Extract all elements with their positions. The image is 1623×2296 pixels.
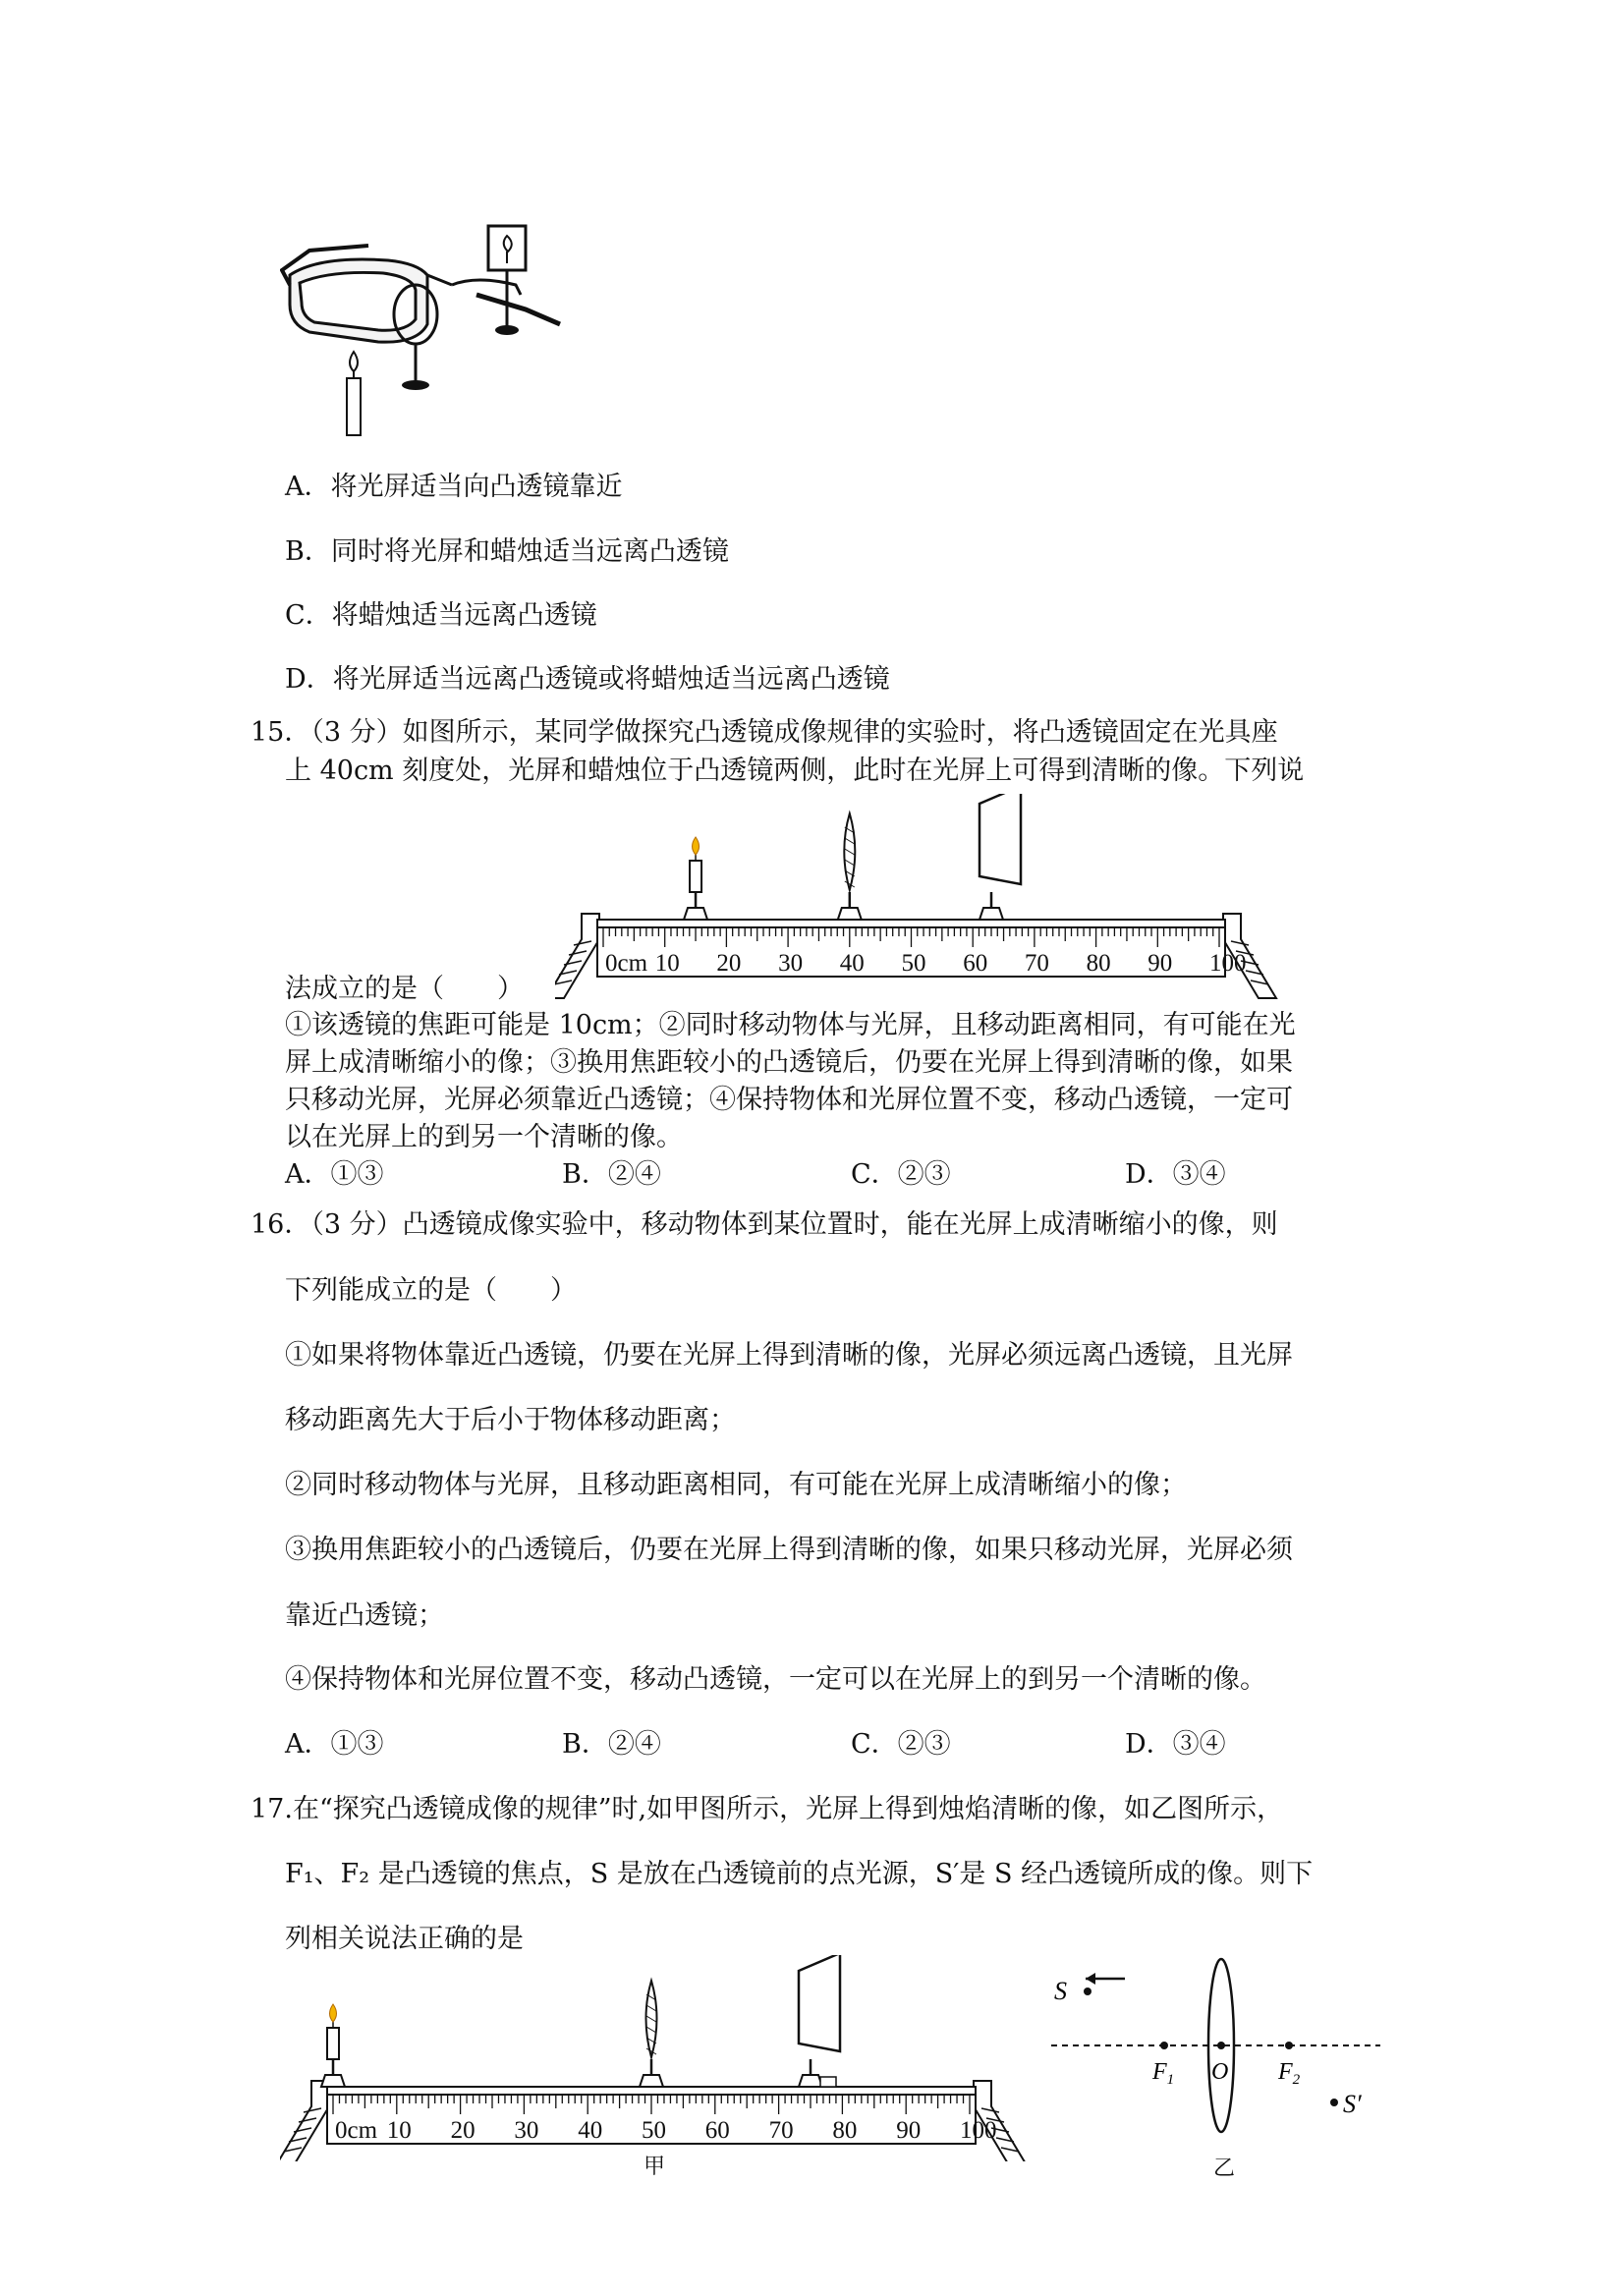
q16-stem-line1: 16．（3 分）凸透镜成像实验中，移动物体到某位置时，能在光屏上成清晰缩小的像，则 bbox=[251, 1209, 1278, 1240]
q15-statement-2: 屏上成清晰缩小的像；③换用焦距较小的凸透镜后，仍要在光屏上得到清晰的像，如果 bbox=[285, 1047, 1293, 1078]
q15-option-c: C．②③ bbox=[851, 1159, 951, 1190]
scale-label: 80 bbox=[832, 2117, 858, 2144]
q16-statement-1b: 移动距离先大于后小于物体移动距离； bbox=[285, 1405, 736, 1435]
q16-option-c: C．②③ bbox=[851, 1729, 951, 1760]
scale-label: 20 bbox=[716, 950, 742, 977]
candle-flame bbox=[330, 2004, 337, 2022]
scale-label: 70 bbox=[768, 2117, 794, 2144]
q16-statement-3b: 靠近凸透镜； bbox=[285, 1600, 444, 1631]
q14-option-b: B．同时将光屏和蜡烛适当远离凸透镜 bbox=[285, 536, 729, 567]
q15-statement-3: 只移动光屏，光屏必须靠近凸透镜；④保持物体和光屏位置不变，移动凸透镜，一定可 bbox=[285, 1085, 1293, 1115]
scale-label: 30 bbox=[778, 950, 804, 977]
optical-bench bbox=[555, 794, 1276, 998]
q17-figure-yi-caption: 乙 bbox=[1213, 2156, 1236, 2181]
screen-holder bbox=[799, 2075, 822, 2087]
q15-option-b: B．②④ bbox=[562, 1159, 661, 1190]
point-s-label: S bbox=[1054, 1977, 1067, 2005]
bench-rail bbox=[597, 920, 1225, 927]
q17-figure-yi bbox=[1046, 1955, 1390, 2152]
q17-figure-jia bbox=[280, 1955, 1027, 2161]
q16-option-d: D．③④ bbox=[1125, 1729, 1226, 1760]
lens-holder bbox=[838, 908, 862, 920]
candle-flame bbox=[693, 837, 700, 855]
scale-label: 50 bbox=[642, 2117, 666, 2144]
q14-option-a: A．将光屏适当向凸透镜靠近 bbox=[285, 472, 623, 502]
scale-label: 60 bbox=[963, 950, 988, 977]
q15-statement-1: ①该透镜的焦距可能是 10cm；②同时移动物体与光屏，且移动距离相同，有可能在光 bbox=[285, 1010, 1296, 1040]
q17-stem-line3: 列相关说法正确的是 bbox=[285, 1924, 524, 1954]
q17-stem-line2: F₁、F₂ 是凸透镜的焦点，S 是放在凸透镜前的点光源，S′是 S 经凸透镜所成的像。则下 bbox=[285, 1859, 1314, 1889]
q14-option-c: C．将蜡烛适当远离凸透镜 bbox=[285, 600, 597, 631]
optical-center-o bbox=[1217, 2042, 1225, 2049]
q16-option-a: A．①③ bbox=[285, 1729, 384, 1760]
q15-optical-bench-figure bbox=[555, 794, 1287, 1000]
scale-label: 90 bbox=[1147, 950, 1173, 977]
glasses-experiment-figure bbox=[280, 216, 585, 442]
light-screen bbox=[979, 794, 1021, 884]
bench-rail bbox=[327, 2087, 976, 2095]
q16-statement-2: ②同时移动物体与光屏，且移动距离相同，有可能在光屏上成清晰缩小的像； bbox=[285, 1470, 1187, 1500]
focal-point-f1 bbox=[1160, 2042, 1168, 2049]
scale-label: 80 bbox=[1086, 950, 1111, 977]
q16-statement-4: ④保持物体和光屏位置不变，移动凸透镜，一定可以在光屏上的到另一个清晰的像。 bbox=[285, 1664, 1266, 1695]
optical-bench bbox=[280, 1955, 1027, 2161]
q17-stem-line1: 17.在“探究凸透镜成像的规律”时,如甲图所示，光屏上得到烛焰清晰的像，如乙图所示， bbox=[251, 1794, 1284, 1824]
lens-holder bbox=[640, 2075, 663, 2087]
point-s-prime bbox=[1330, 2099, 1338, 2106]
q15-option-a: A．①③ bbox=[285, 1159, 384, 1190]
q16-statement-3a: ③换用焦距较小的凸透镜后，仍要在光屏上得到清晰的像，如果只移动光屏，光屏必须 bbox=[285, 1535, 1293, 1565]
scale-label: 100 bbox=[1209, 950, 1247, 977]
light-screen bbox=[799, 1955, 840, 2051]
scale-label: 30 bbox=[514, 2117, 539, 2144]
scale-label: 40 bbox=[578, 2117, 603, 2144]
q15-stem-line2: 上 40cm 刻度处，光屏和蜡烛位于凸透镜两侧，此时在光屏上可得到清晰的像。下列说 bbox=[285, 756, 1305, 786]
f1-label: $F_1$ bbox=[1152, 2059, 1175, 2088]
screen-clip bbox=[820, 2077, 836, 2087]
scale-label: 50 bbox=[901, 950, 926, 977]
q14-option-d: D．将光屏适当远离凸透镜或将蜡烛适当远离凸透镜 bbox=[285, 664, 890, 695]
candle bbox=[327, 2028, 339, 2059]
q17-figure-jia-caption: 甲 bbox=[644, 2155, 666, 2179]
q15-stem-line3: 法成立的是（ ） bbox=[285, 974, 524, 1004]
screen-holder bbox=[979, 908, 1003, 920]
bench-left-leg bbox=[555, 914, 599, 998]
scale-label: 10 bbox=[654, 950, 680, 977]
candle-holder bbox=[321, 2075, 345, 2087]
scale-label: 70 bbox=[1024, 950, 1049, 977]
scale-label: 0cm bbox=[605, 950, 648, 977]
scale-label: 40 bbox=[839, 950, 865, 977]
q15-statement-4: 以在光屏上的到另一个清晰的像。 bbox=[285, 1122, 683, 1152]
q16-option-b: B．②④ bbox=[562, 1729, 661, 1760]
focal-point-f2 bbox=[1285, 2042, 1293, 2049]
scale-label: 10 bbox=[386, 2117, 412, 2144]
q15-stem-line1: 15．（3 分）如图所示，某同学做探究凸透镜成像规律的实验时，将凸透镜固定在光具座 bbox=[251, 717, 1278, 748]
candle bbox=[690, 861, 701, 892]
candle-holder bbox=[684, 908, 707, 920]
scale-label: 0cm bbox=[335, 2117, 378, 2144]
o-label: O bbox=[1211, 2059, 1229, 2085]
point-s-prime-label: S′ bbox=[1343, 2090, 1362, 2118]
scale-label: 90 bbox=[896, 2117, 922, 2144]
q16-stem-line2: 下列能成立的是（ ） bbox=[285, 1275, 577, 1306]
q16-statement-1a: ①如果将物体靠近凸透镜，仍要在光屏上得到清晰的像，光屏必须远离凸透镜，且光屏 bbox=[285, 1340, 1293, 1371]
f2-label: $F_2$ bbox=[1278, 2059, 1301, 2088]
scale-label: 100 bbox=[960, 2117, 997, 2144]
scale-label: 20 bbox=[450, 2117, 476, 2144]
point-s bbox=[1084, 1988, 1091, 1995]
q15-option-d: D．③④ bbox=[1125, 1159, 1226, 1190]
scale-label: 60 bbox=[704, 2117, 730, 2144]
